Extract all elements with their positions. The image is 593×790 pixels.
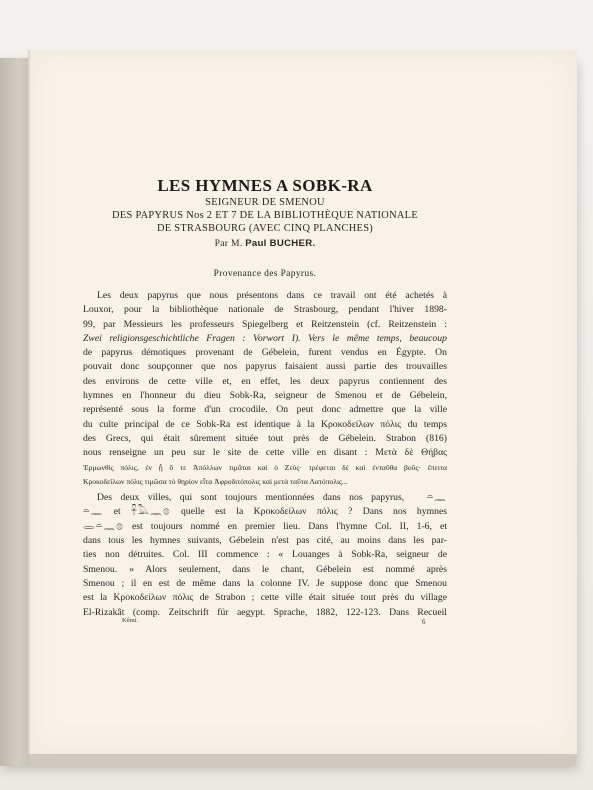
text-line: Louxor, pour la bibliothèque nationale de Strasbourg, pendant l'hiver 1898-	[83, 304, 447, 316]
text-line: du culte principal de ce Sobk-Ra est identique à la Κροκοδείλων πόλις du temps	[83, 418, 447, 430]
text-line	[83, 491, 447, 505]
subtitle-line: SEIGNEUR DE SMENOU	[205, 197, 325, 208]
text-line: Smenou. » Alors seulement, dans le chant, Gébelein est nommé après	[83, 563, 447, 575]
text-line: ties non détruites. Col. III commence : « Louanges à Sobk-Ra, seigneur de	[83, 549, 447, 561]
text-line	[83, 520, 447, 534]
subtitle-line: DE STRASBOURG (AVEC CINQ PLANCHES)	[156, 223, 374, 234]
text-line: est la Κροκοδείλων πόλις de Strabon ; cette ville était située tout près du village	[83, 592, 447, 604]
text-line: hymnes en l'honneur du dieu Sobk-Ra, seigneur de Smenou et de Gébelein,	[83, 390, 447, 402]
author-prefix: Par M.	[214, 238, 243, 249]
text-line: Κροκοδείλων πόλις τιμῶσα τὸ θηρίον εἶτα Ἀφροδιτόπολις καὶ μετὰ ταῦτα Λατόπολις...	[83, 476, 348, 486]
text-segment: quelle est la Κροκοδείλων πόλις ? Dans nos hymnes	[181, 506, 448, 518]
hieroglyph-icon: 𓂋𓏏𓈖𓊖	[83, 520, 124, 532]
text-line: El-Rizakât (comp. Zeitschrift für aegypt. Sprache, 1882, 122-123. Dans Recueil	[83, 606, 447, 618]
text-line: Ἑρμωνθὶς πόλις, ἐν ᾗ ὅ τε Ἀπόλλων τιμᾶται καὶ ὁ Ζεύς· τρέφεται δὲ καὶ ἐνταῦθα βοῦς· ἔπειτα	[83, 462, 447, 472]
text-line: nous renseigne un peu sur le site de cette ville en disant : Μετὰ δὲ Θήβας	[83, 447, 447, 459]
section-heading: Provenance des Papyrus.	[213, 269, 317, 279]
text-line: Les deux papyrus que nous présentons dans ce travail ont été achetés à	[97, 290, 447, 301]
booklet-spine	[0, 58, 30, 766]
text-line: 99, par Messieurs les professeurs Spiegelberg et Reitzenstein (cf. Reitzenstein :	[83, 318, 447, 330]
page-fold	[28, 50, 32, 754]
text-line: des Grecs, qui était sûrement située tout près de Gébelein. Strabon (816)	[83, 432, 447, 444]
text-segment: Des deux villes, qui sont toujours mentionnées dans nos papyrus,	[97, 492, 405, 504]
text-line: pouvait donc soupçonner que nos papyrus faisaient aussi partie des trouvailles	[83, 361, 447, 373]
hieroglyph-icon: 𓏏𓈖	[426, 492, 448, 504]
text-line: représenté sous la forme d'un crocodile. On peut donc admettre que la ville	[83, 404, 447, 416]
footer-journal: Kêmi.	[122, 617, 139, 624]
hieroglyph-icon: 𓋹𓅓𓈖𓊖	[131, 506, 171, 518]
text-line: Zwei religionsgeschichtliche Fragen : Vorwort I). Vers le même temps, beaucoup	[83, 332, 447, 344]
text-segment: et	[113, 506, 121, 518]
text-line: de papyrus démotiques provenant de Gébelein, furent vendus en Égypte. On	[83, 347, 447, 359]
text-line: des environs de cette ville et, en effet, les deux papyrus contiennent des	[83, 375, 447, 387]
text-line: dans tous les hymnes suivants, Gébelein n'est pas cité, au moins dans les par-	[83, 535, 447, 547]
article	[83, 176, 447, 620]
hieroglyph-icon: 𓏏𓈖	[83, 506, 104, 518]
author-name: Paul BUCHER.	[245, 238, 316, 249]
article-title: LES HYMNES A SOBK-RA	[157, 176, 373, 195]
subtitle-line: DES PAPYRUS Nos 2 ET 7 DE LA BIBLIOTHÈQUE NATIONALE	[112, 210, 418, 221]
text-segment: est toujours nommé en premier lieu. Dans l'hymne Col. II, 1-6, et	[131, 520, 448, 532]
paragraph-provenance	[83, 289, 447, 489]
text-line: Smenou ; il en est de même dans la colonne IV. Je suppose donc que Smenou	[83, 577, 447, 589]
footer-signature-number: 6	[422, 618, 426, 626]
author-line	[83, 237, 447, 251]
text-line	[83, 505, 447, 519]
paragraph-villes	[83, 491, 447, 620]
